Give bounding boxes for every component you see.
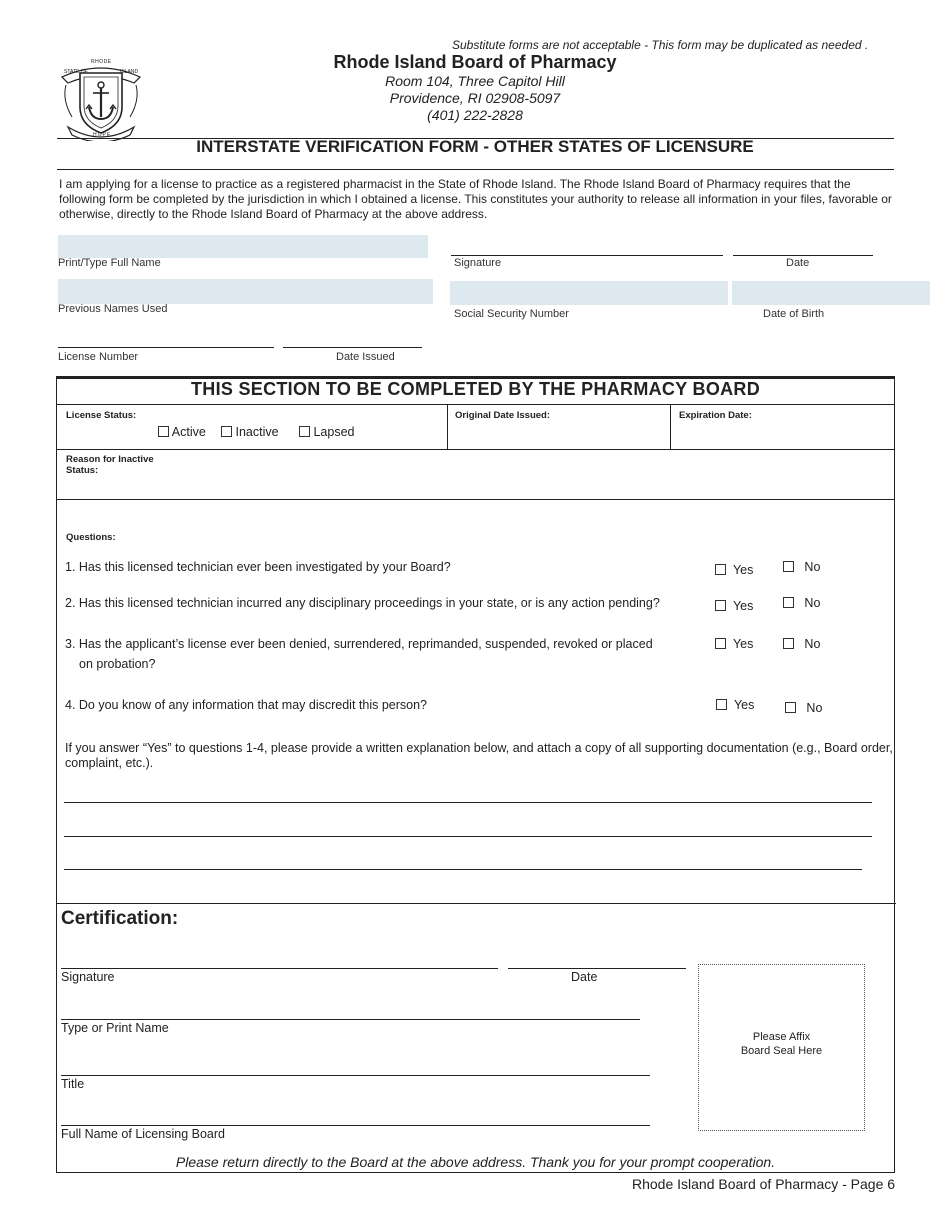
q3-yes-label: Yes [732,637,754,651]
original-date-field[interactable] [448,422,670,448]
duplicate-notice: Substitute forms are not acceptable - This form may be duplicated as needed . [452,38,869,52]
q4-yes[interactable] [716,698,754,712]
question-3-continued: on probation? [79,657,156,671]
explanation-line-2[interactable] [64,836,872,837]
q1-yes[interactable] [715,560,753,577]
active-checkbox[interactable] [158,426,169,437]
status-inactive[interactable] [221,425,279,439]
cert-signature-line[interactable] [61,968,498,969]
q2-yes-checkbox[interactable] [715,600,726,611]
q2-no-checkbox[interactable] [783,597,794,608]
expiration-date-label: Expiration Date: [679,410,752,421]
board-section-title: THIS SECTION TO BE COMPLETED BY THE PHARMACY BOARD [190,379,761,399]
explanation-line-1[interactable] [64,802,872,803]
q4-yes-checkbox[interactable] [716,699,727,710]
title-label: Title [61,1077,85,1091]
previous-names-label: Previous Names Used [58,303,168,315]
license-status-label: License Status: [66,410,137,421]
reason-inactive-field[interactable] [160,452,890,496]
seal-text-left: STATE OF [64,69,88,75]
board-name-label: Full Name of Licensing Board [61,1127,225,1141]
q3-no-checkbox[interactable] [783,638,794,649]
q3-yes-checkbox[interactable] [715,638,726,649]
return-note: Please return directly to the Board at the above address. Thank you for your prompt cooperation. [175,1154,776,1170]
applicant-date-label: Date [786,257,810,269]
q2-no-label: No [804,596,821,610]
q4-yes-label: Yes [733,698,755,712]
date-issued-line[interactable] [283,347,422,348]
original-date-label: Original Date Issued: [455,410,551,421]
question-3: 3. Has the applicant’s license ever been denied, surrendered, reprimanded, suspended, revoked or placed [65,637,653,651]
dob-label: Date of Birth [763,308,825,320]
q2-yes-label: Yes [732,599,754,613]
questions-label: Questions: [66,532,116,543]
status-row-rule [56,449,895,450]
full-name-input[interactable] [58,235,428,258]
reason-label-line-2: Status: [66,465,99,476]
active-label: Active [171,425,206,439]
explanation-instructions: If you answer “Yes” to questions 1-4, please provide a written explanation below, and attach a copy of all supporting documentation (e.g., Board order, complaint, etc.). [65,741,893,770]
inactive-checkbox[interactable] [221,426,232,437]
date-issued-label: Date Issued [336,351,395,363]
q4-no-checkbox[interactable] [785,702,796,713]
title-line[interactable] [61,1075,650,1076]
phone-number: (401) 222-2828 [427,107,523,123]
board-name-line[interactable] [61,1125,650,1126]
explanation-line-3[interactable] [64,869,862,870]
cert-date-line[interactable] [508,968,686,969]
seal-text-bottom: HOPE [93,132,112,138]
certification-title: Certification: [61,908,179,929]
print-name-label: Type or Print Name [61,1021,169,1035]
q1-no-checkbox[interactable] [783,561,794,572]
title-rule-bottom [57,169,894,170]
q4-no[interactable] [785,698,822,715]
reason-inactive-label [66,454,154,476]
seal-text-right: ISLAND [120,69,139,75]
page-footer: Rhode Island Board of Pharmacy - Page 6 [632,1176,896,1192]
q3-no-label: No [804,637,821,651]
lapsed-checkbox[interactable] [299,426,310,437]
cert-date-label: Date [571,970,598,984]
status-lapsed[interactable] [299,425,355,439]
status-active[interactable] [158,425,206,439]
certification-rule [56,903,896,904]
reason-label-line-1: Reason for Inactive [66,454,154,465]
lapsed-label: Lapsed [313,425,355,439]
inactive-label: Inactive [235,425,279,439]
seal-text-top: RHODE [91,59,112,65]
intro-paragraph: I am applying for a license to practice as a registered pharmacist in the State of Rhode Island. The Rhode Island Board of Pharmacy requires that the following form be completed by the jurisdiction in which I obtained a license. This constitutes your authority to release all information in your files, favorable or otherwise, directly to the Rhode Island Board of Pharmacy at the above address. [59,177,892,221]
form-title: INTERSTATE VERIFICATION FORM - OTHER STATES OF LICENSURE [196,137,754,156]
q4-no-label: No [806,701,823,715]
q2-yes[interactable] [715,596,753,613]
seal-box-line-2: Board Seal Here [740,1045,823,1057]
ssn-label: Social Security Number [454,308,569,320]
seal-box-line-1: Please Affix [752,1031,811,1043]
reason-row-rule [56,499,895,500]
question-1: 1. Has this licensed technician ever been investigated by your Board? [65,560,451,574]
q1-no-label: No [804,560,821,574]
q1-yes-checkbox[interactable] [715,564,726,575]
q3-yes[interactable] [715,637,753,651]
question-2: 2. Has this licensed technician incurred any disciplinary proceedings in your state, or is any action pending? [65,596,660,610]
applicant-date-line[interactable] [733,255,873,256]
dob-input[interactable] [732,281,930,305]
seal-box [698,964,865,1131]
q1-yes-label: Yes [732,563,754,577]
license-number-label: License Number [58,351,139,363]
previous-names-input[interactable] [58,279,433,304]
full-name-label: Print/Type Full Name [58,257,161,269]
cert-signature-label: Signature [61,970,115,984]
expiration-date-field[interactable] [671,422,893,448]
applicant-signature-line[interactable] [451,255,723,256]
q1-no[interactable] [783,560,820,574]
address-line-1: Room 104, Three Capitol Hill [385,73,565,89]
print-name-line[interactable] [61,1019,640,1020]
ssn-input[interactable] [450,281,728,305]
applicant-signature-label: Signature [454,257,502,269]
board-name: Rhode Island Board of Pharmacy [333,52,617,72]
board-title-rule [56,404,895,405]
q2-no[interactable] [783,596,820,610]
address-line-2: Providence, RI 02908-5097 [389,90,561,106]
question-4: 4. Do you know of any information that may discredit this person? [65,698,427,712]
license-number-line[interactable] [58,347,274,348]
q3-no[interactable] [783,637,820,651]
